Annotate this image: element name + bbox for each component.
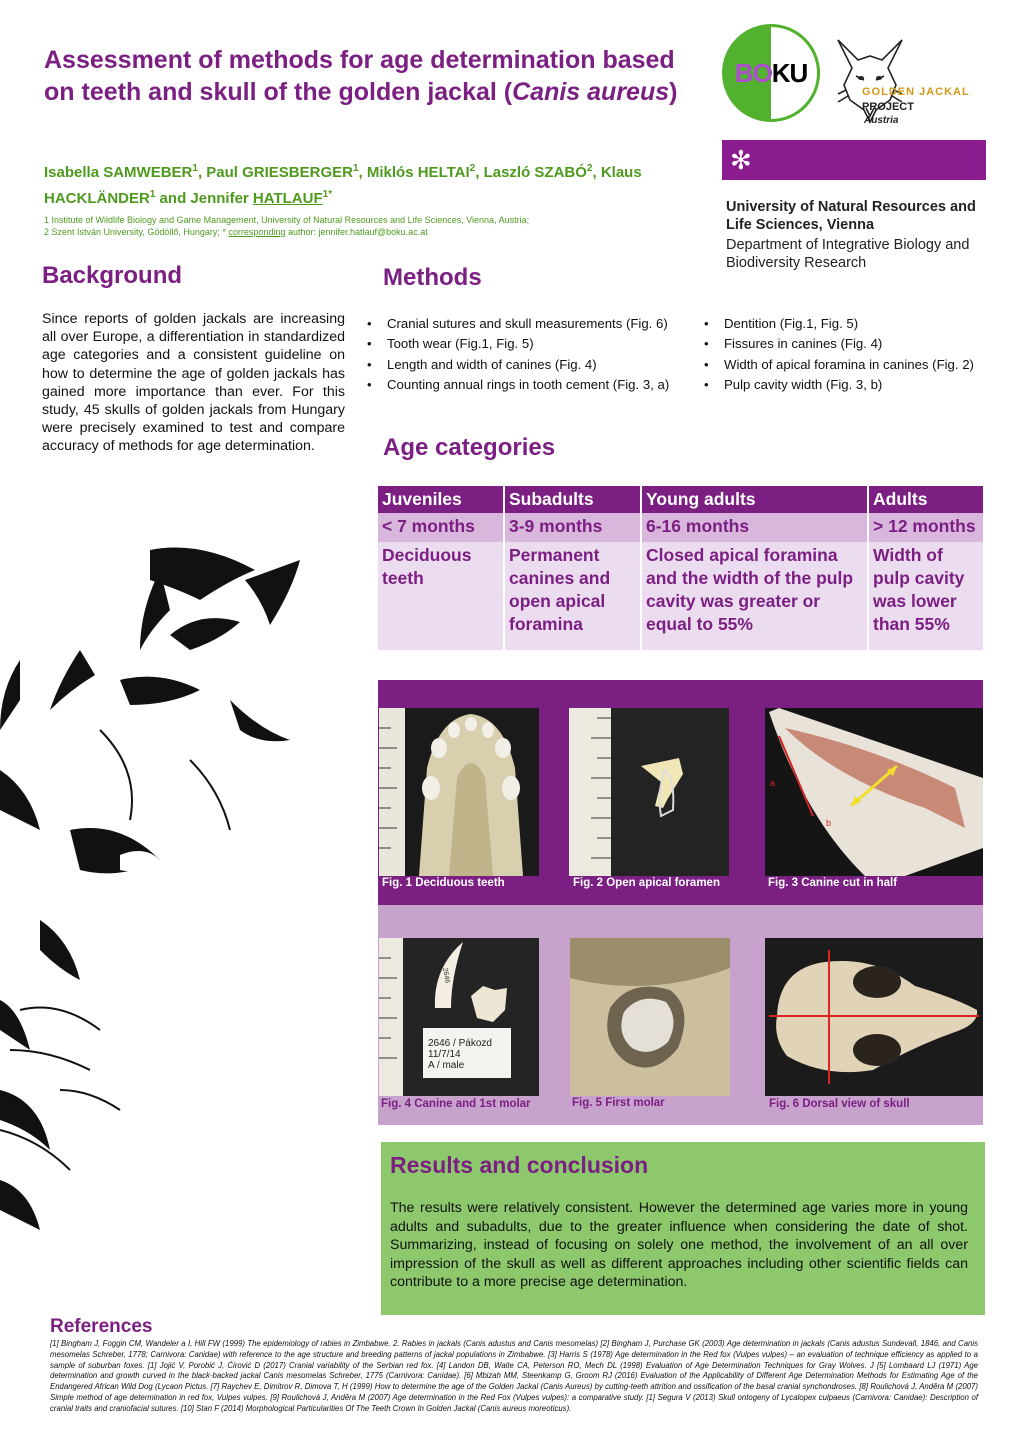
table-header: Subadults — [504, 486, 641, 513]
references-text: [1] Bingham J, Foggin CM, Wandeler a I, Hill FW (1999) The epidemiology of rabies in Zimbabwe. 2. Rabies in jackals (Canis adustus and Canis mesomelas) [2] Bingham J, Purchase GK (2003) Age determination in jackals (Canis adustus Sundevall, 1846, and Canis mesomelas Schreber, 1778; Carnivora: Canidae) with reference to the age structure and breeding patterns of jackal populations in Zimbabwe. [3] Harris S (1978) Age determination in the Red fox (Vulpes vulpes) – an evaluation of technique efficiency as applied to a sample of suburban foxes. [1] Jojić V, Porobić J, Ćirović D (2017) Cranial variability of the Serbian red fox. [4] Landon DB, Waite CA, Peterson RO, Mech DL (1998) Evaluation of Age Determination Techniques for Gray Wolves. J [5] Lombaard LJ (1971) Age determination and growth curved in the black-backed jackal Canis mesomelas Schreber, 1775 (Carnivora: Canidae). [6] Mbizah MM, Steenkamp G, Groom RJ (2016) Evaluation of the Applicability of Different Age Determination Methods for Estimating Age of the Endangered African Wild Dog (Lycaon Pictus. [7] Raychev E, Dimitrov R, Dimova T, H (1999) How to determine the age of the Golden Jackal (Canis Aureus) by cutting-teeth attrition and ossification of the basal cranial synchondroses. [8] Roulichová J, Anděra M (2007) Simple method of age determination in red fox, Vulpes vulpes. [9] Roulichová J, Anděra M (2007) Age determination in the Red Fox (Vulpes vulpes): a comparative study. [1] Segura V (2013) Skull ontogeny of Lycalopex culpaeus (Carnivora: Canidae): Description of cranial traits and craniofacial sutures. [10] Stan F (2014) Morphological Particularities Of The Teeth Crown In Golden Jackal (Canis aureus moreoticus). — [50, 1339, 978, 1413]
table-cell: 3-9 months — [504, 513, 641, 542]
fig6-caption: Fig. 6 Dorsal view of skull — [769, 1098, 910, 1110]
affiliation-line-1: 1 Institute of Wildlife Biology and Game Management, University of Natural Resources and Life Sciences, Vienna, Austria; — [44, 215, 530, 225]
table-cell: Permanent canines and open apical foramina — [504, 542, 641, 650]
fig3-label-b: b — [826, 818, 832, 828]
jackal-logo-line-2: PROJECT — [862, 101, 914, 113]
list-item: • Width of apical foramina in canines (Fig. 2) — [704, 355, 974, 375]
fig5-caption: Fig. 5 First molar — [572, 1097, 665, 1109]
table-cell: > 12 months — [868, 513, 983, 542]
fig3-label-a: a — [770, 778, 776, 788]
fig2-caption: Fig. 2 Open apical foramen — [573, 877, 720, 889]
table-header: Young adults — [641, 486, 868, 513]
department-name: Department of Integrative Biology and Biodiversity Research — [726, 237, 970, 271]
affiliation-line-2: 2 Szent István University, Gödöllő, Hungary; * corresponding author: jennifer.hatlauf@boku.ac.at — [44, 227, 428, 237]
table-cell: Closed apical foramina and the width of the pulp cavity was greater or equal to 55% — [641, 542, 868, 650]
list-item: • Tooth wear (Fig.1, Fig. 5) — [367, 334, 669, 354]
jackal-logo-line-3: Austria — [864, 115, 899, 126]
age-categories-heading: Age categories — [383, 434, 556, 461]
fig4-caption: Fig. 4 Canine and 1st molar — [381, 1098, 531, 1110]
fig2-photo — [569, 708, 729, 876]
list-item: • Fissures in canines (Fig. 4) — [704, 334, 974, 354]
fig4-specimen-label: 2646 / Pákozd 11/7/14 A / male — [428, 1038, 492, 1071]
affiliations — [44, 214, 644, 238]
references-heading: References — [50, 1316, 153, 1337]
fig6-photo — [765, 938, 983, 1096]
fig4-photo — [379, 938, 539, 1096]
results-heading: Results and conclusion — [390, 1152, 649, 1178]
table-cell: < 7 months — [378, 513, 504, 542]
methods-list-right — [704, 314, 974, 396]
list-item: • Cranial sutures and skull measurements (Fig. 6) — [367, 314, 669, 334]
golden-jackal-logo-icon — [830, 30, 990, 130]
jackal-face-illustration-icon — [0, 530, 380, 1270]
table-cell: 6-16 months — [641, 513, 868, 542]
university-banner — [722, 140, 986, 180]
methods-heading: Methods — [383, 264, 482, 291]
fig1-photo — [379, 708, 539, 876]
background-heading: Background — [42, 262, 183, 289]
list-item: • Dentition (Fig.1, Fig. 5) — [704, 314, 974, 334]
flower-icon: ✻ — [730, 145, 752, 175]
results-text: The results were relatively consistent. However the determined age varies more in young adults and subadults, due to the greater influence when considering the date of shot. Summarizing, instead of focusing on solely one method, the involvement of an all over impression of the skull as well as different approaches including other scientific fields can contribute to a more precise age determination. — [390, 1200, 968, 1291]
fig3-photo — [765, 708, 983, 876]
corresponding-link[interactable]: corresponding — [228, 227, 286, 237]
age-categories-table — [378, 486, 983, 650]
table-cell: Width of pulp cavity was lower than 55% — [868, 542, 983, 650]
fig4-tooth-mark: 2646 — [440, 967, 451, 984]
poster-title: Assessment of methods for age determination based on teeth and skull of the golden jackal (Canis aureus) — [44, 46, 678, 106]
list-item: • Counting annual rings in tooth cement (Fig. 3, a) — [367, 375, 669, 395]
boku-logo: BOKU — [722, 24, 820, 122]
list-item: • Pulp cavity width (Fig. 3, b) — [704, 375, 974, 395]
author-list: Isabella SAMWEBER$^1$, Paul GRIESBERGER$^1$, Miklós HELTAI$^2$, Laszló SZABÓ$^2$, Klaus HACKLÄNDER$^1$ and Jennifer $HATLAUF^{1*}$ — [44, 163, 642, 207]
table-header: Juveniles — [378, 486, 504, 513]
fig3-caption: Fig. 3 Canine cut in half — [768, 877, 898, 889]
background-text: Since reports of golden jackals are increasing all over Europe, a differentiation in standardized age categories and a consistent guideline on how to determine the age of golden jackals has gained more importance than ever. For this study, 45 skulls of golden jackals from Hungary were precisely examined to test and compare accuracy of methods for age determination. — [42, 311, 345, 455]
fig1-caption: Fig. 1 Deciduous teeth — [382, 877, 505, 889]
methods-list-left — [367, 314, 669, 396]
university-name: University of Natural Resources and Life Sciences, Vienna — [726, 199, 976, 233]
jackal-logo-line-1: GOLDEN JACKAL — [862, 86, 970, 98]
table-cell: Deciduous teeth — [378, 542, 504, 650]
list-item: • Length and width of canines (Fig. 4) — [367, 355, 669, 375]
table-header: Adults — [868, 486, 983, 513]
fig5-photo — [570, 938, 730, 1096]
